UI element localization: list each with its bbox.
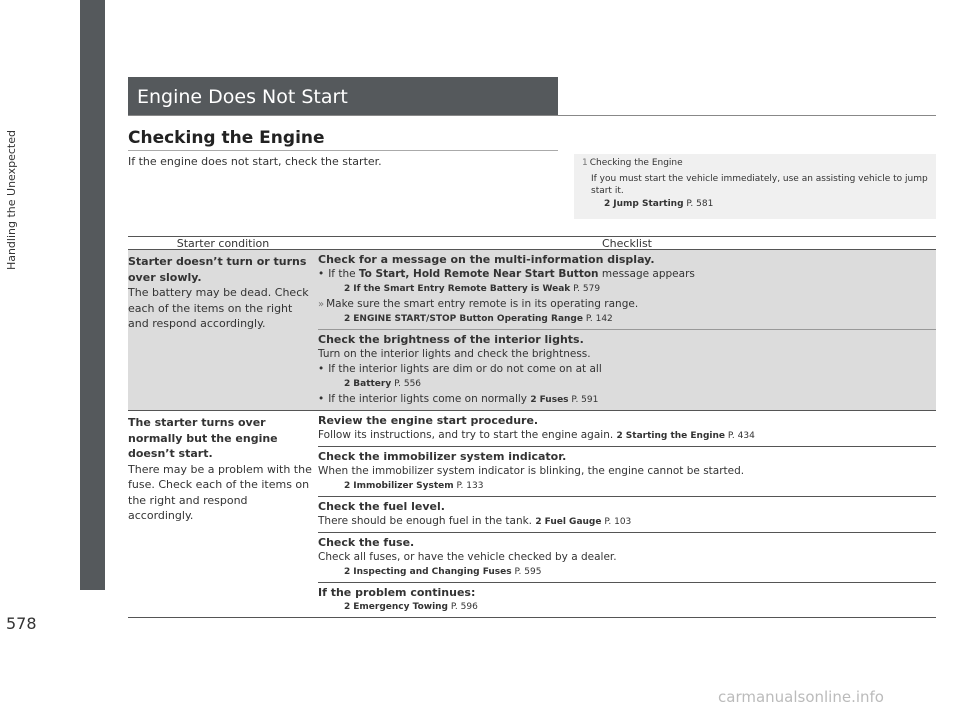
intro-text: If the engine does not start, check the starter.: [128, 155, 382, 168]
column-header-condition: Starter condition: [176, 237, 270, 250]
title-divider: [128, 115, 936, 116]
checklist-heading: Check the brightness of the interior lights.: [318, 333, 584, 346]
chapter-tab: [80, 0, 105, 590]
checklist-note: » Make sure the smart entry remote is in its operating range.: [318, 298, 639, 310]
reference-arrow-icon: 2: [344, 314, 351, 324]
reference-page: P. 581: [686, 198, 714, 209]
checklist-text: There should be enough fuel in the tank. 2 Fuel Gauge P. 103: [318, 515, 632, 527]
checklist-reference[interactable]: 2 Inspecting and Changing Fuses P. 595: [344, 567, 542, 577]
checklist-item: [318, 583, 936, 617]
reference-title: Jump Starting: [613, 198, 684, 209]
checklist-text: Follow its instructions, and try to start the engine again. 2 Starting the Engine P. 434: [318, 429, 755, 441]
reference-arrow-icon: 2: [344, 481, 351, 491]
checklist-reference[interactable]: 2 ENGINE START/STOP Button Operating Range P. 142: [344, 314, 613, 324]
checklist-item: [318, 250, 936, 330]
reference-arrow-icon: 2: [344, 602, 351, 612]
checklist-reference[interactable]: 2 Emergency Towing P. 596: [344, 602, 478, 612]
condition-title: The starter turns over normally but the engine doesn’t start.: [128, 416, 278, 460]
checklist-cell: [318, 411, 936, 617]
note-heading: [582, 157, 928, 170]
note-text: If you must start the vehicle immediately, use an assisting vehicle to jump start it.: [591, 173, 928, 196]
checklist-text: Turn on the interior lights and check the brightness.: [318, 348, 591, 360]
section-divider: [128, 150, 558, 151]
checklist-reference[interactable]: 2 Fuses P. 591: [530, 395, 599, 405]
page-title: Engine Does Not Start: [128, 77, 558, 115]
condition-text: The battery may be dead. Check each of the items on the right and respond accordingly.: [128, 286, 309, 330]
page-number: 578: [6, 614, 37, 633]
reference-arrow-icon: 2: [616, 431, 623, 441]
reference-arrow-icon: 2: [344, 379, 351, 389]
checklist-reference[interactable]: 2 Battery P. 556: [344, 379, 422, 389]
checklist-item: [318, 411, 936, 447]
checklist-heading: Check the fuse.: [318, 536, 415, 549]
checklist-reference[interactable]: 2 If the Smart Entry Remote Battery is Weak P. 579: [344, 284, 601, 294]
checklist-heading: Check the fuel level.: [318, 500, 445, 513]
note-glyph-icon: 1: [582, 158, 588, 168]
table-row: [128, 411, 936, 618]
condition-title: Starter doesn’t turn or turns over slowly.: [128, 255, 307, 284]
checklist-reference[interactable]: 2 Fuel Gauge P. 103: [535, 517, 632, 527]
note-heading-text: Checking the Engine: [589, 158, 683, 168]
condition-text: There may be a problem with the fuse. Check each of the items on the right and respond accordingly.: [128, 462, 312, 522]
checklist-heading: Check for a message on the multi-information display.: [318, 253, 655, 266]
checklist-reference[interactable]: 2 Immobilizer System P. 133: [344, 481, 484, 491]
watermark: carmanualsonline.info: [718, 688, 884, 706]
reference-arrow-icon: 2: [535, 517, 542, 527]
checklist-heading: Check the immobilizer system indicator.: [318, 450, 567, 463]
reference-arrow-icon: 2: [530, 395, 537, 405]
section-heading: Checking the Engine: [128, 128, 325, 148]
chapter-label: Handling the Unexpected: [5, 130, 18, 271]
reference-arrow-icon: 2: [604, 198, 611, 209]
checklist-text: Check all fuses, or have the vehicle checked by a dealer.: [318, 551, 617, 563]
checklist-bullet: • If the To Start, Hold Remote Near Start Button message appears: [318, 267, 936, 282]
condition-cell: [128, 250, 318, 410]
checklist-item: [318, 533, 936, 583]
note-reference[interactable]: [582, 198, 928, 211]
condition-cell: [128, 411, 318, 617]
starter-checklist-table: [128, 236, 936, 618]
note-box: [574, 154, 936, 219]
checklist-item: [318, 330, 936, 410]
checklist-bullet: • If the interior lights are dim or do not come on at all: [318, 362, 936, 377]
reference-arrow-icon: 2: [344, 567, 351, 577]
checklist-item: [318, 447, 936, 497]
checklist-heading: If the problem continues:: [318, 586, 476, 599]
checklist-reference[interactable]: 2 Starting the Engine P. 434: [616, 431, 755, 441]
checklist-cell: [318, 250, 936, 410]
checklist-text: When the immobilizer system indicator is blinking, the engine cannot be started.: [318, 465, 745, 477]
checklist-heading: Review the engine start procedure.: [318, 414, 539, 427]
table-header: [128, 236, 936, 250]
note-arrow-icon: »: [318, 299, 325, 310]
column-header-checklist: Checklist: [602, 237, 652, 250]
checklist-bullet: • If the interior lights come on normally 2 Fuses P. 591: [318, 392, 936, 408]
table-row: [128, 250, 936, 411]
reference-arrow-icon: 2: [344, 284, 351, 294]
checklist-item: [318, 497, 936, 533]
